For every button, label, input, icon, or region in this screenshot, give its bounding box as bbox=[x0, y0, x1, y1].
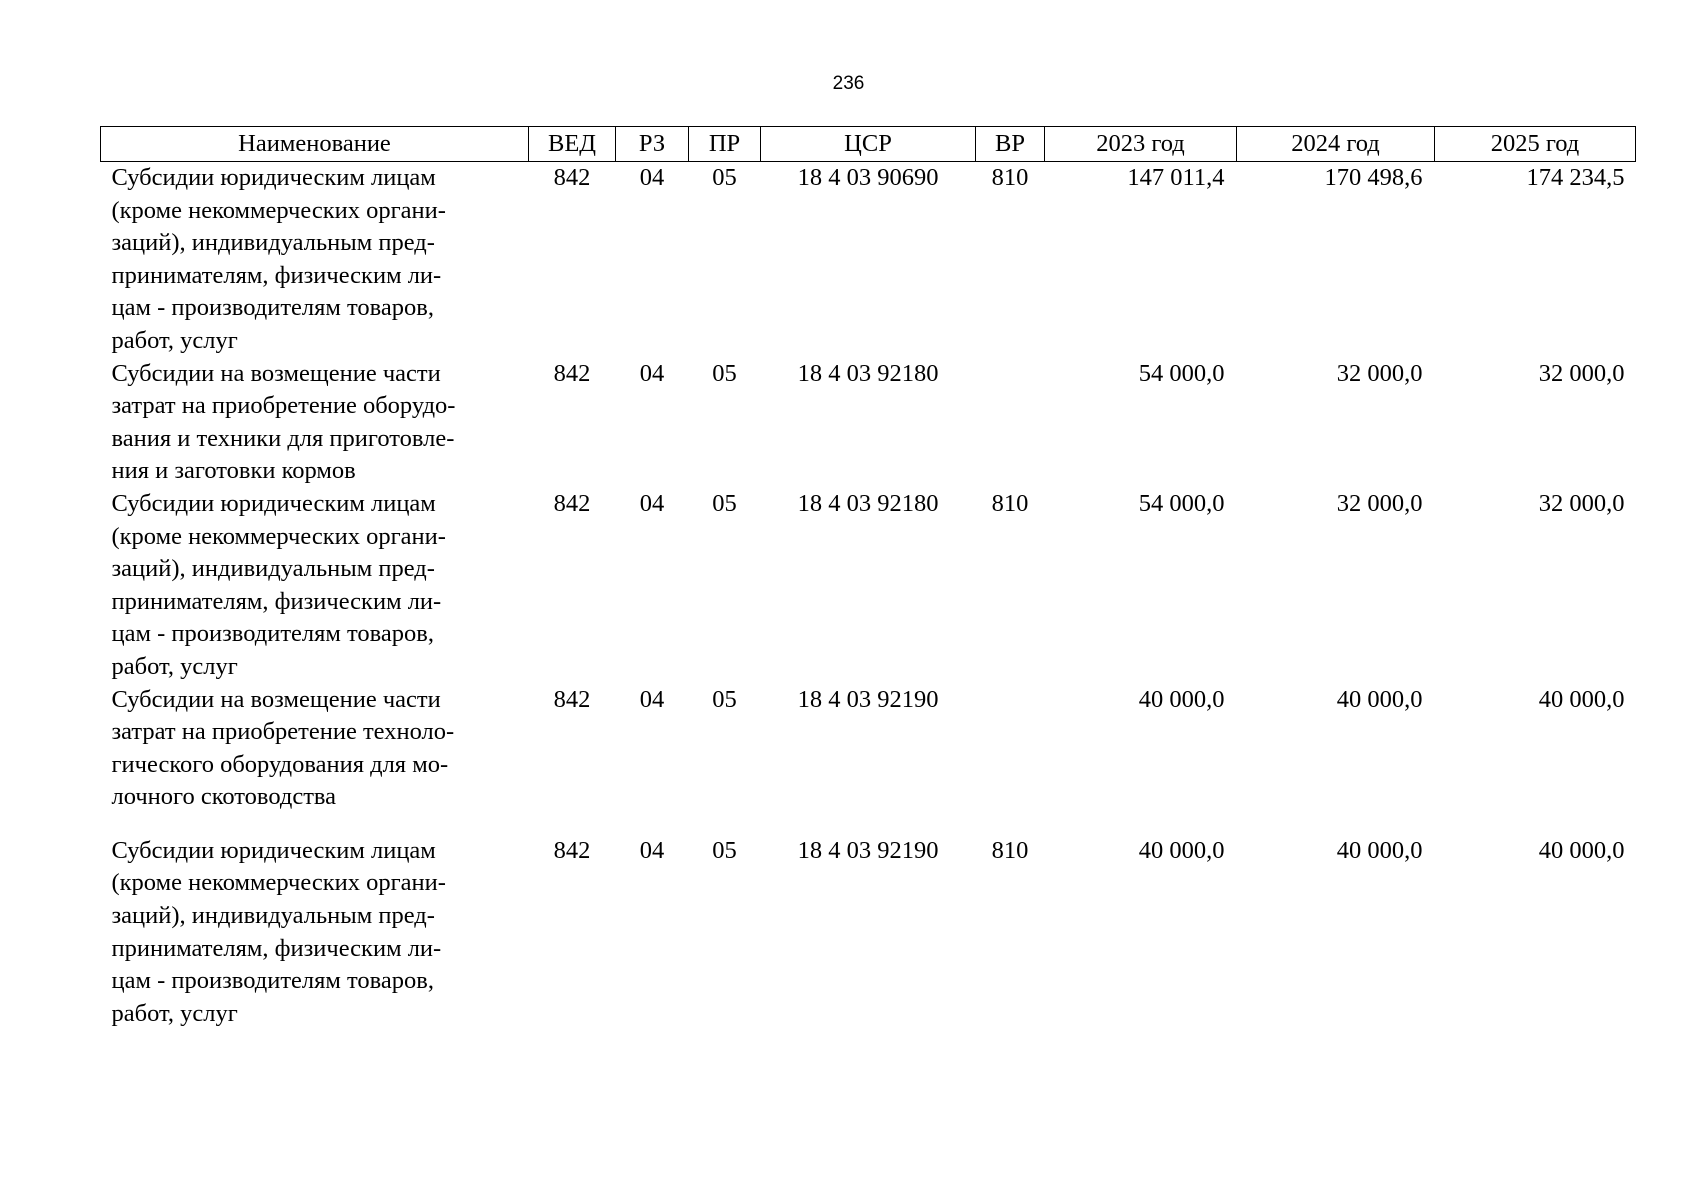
row-ved: 842 bbox=[553, 164, 591, 191]
row-2023: 54 000,0 bbox=[1138, 359, 1225, 387]
row-name: Субсидии на возмещение части затрат на приобретение техноло- гического оборудования для мо- лочного скотоводства bbox=[111, 685, 455, 811]
row-vr: 810 bbox=[991, 489, 1029, 517]
header-vr: ВР bbox=[976, 127, 1045, 162]
row-rz: 04 bbox=[639, 685, 665, 713]
row-2025: 40 000,0 bbox=[1538, 685, 1625, 713]
row-name: Субсидии юридическим лицам (кроме некоммерческих органи- заций), индивидуальным пред- принимателям, физическим ли- цам - производителям товаров, работ, услуг bbox=[111, 836, 446, 1027]
row-2025: 32 000,0 bbox=[1538, 359, 1625, 387]
row-2024: 40 000,0 bbox=[1336, 836, 1423, 864]
row-csr: 18 4 03 92190 bbox=[797, 836, 939, 864]
row-ved: 842 bbox=[553, 836, 591, 864]
row-name: Субсидии юридическим лицам (кроме некоммерческих органи- заций), индивидуальным пред- принимателям, физическим ли- цам - производителям товаров, работ, услуг bbox=[111, 164, 446, 354]
budget-table bbox=[100, 126, 1636, 1030]
page-number: 236 bbox=[832, 73, 865, 94]
row-rz: 04 bbox=[639, 164, 665, 191]
row-2024: 32 000,0 bbox=[1336, 359, 1423, 387]
row-2024: 40 000,0 bbox=[1336, 685, 1423, 713]
row-2023: 147 011,4 bbox=[1127, 164, 1225, 191]
row-rz: 04 bbox=[639, 836, 665, 864]
row-2025: 40 000,0 bbox=[1538, 836, 1625, 864]
row-ved: 842 bbox=[553, 685, 591, 713]
row-rz: 04 bbox=[639, 359, 665, 387]
row-csr: 18 4 03 90690 bbox=[797, 164, 939, 191]
row-vr bbox=[976, 684, 1045, 814]
header-2023: 2023 год bbox=[1045, 127, 1237, 162]
row-2024: 170 498,6 bbox=[1324, 164, 1423, 191]
row-csr: 18 4 03 92180 bbox=[797, 359, 939, 387]
row-2023: 54 000,0 bbox=[1138, 489, 1225, 517]
header-2025: 2025 год bbox=[1435, 127, 1636, 162]
table-row bbox=[101, 162, 1636, 358]
row-pr: 05 bbox=[712, 836, 737, 864]
row-2025: 174 234,5 bbox=[1526, 164, 1625, 191]
row-vr: 810 bbox=[991, 164, 1029, 191]
table-header-row bbox=[101, 127, 1636, 162]
row-csr: 18 4 03 92180 bbox=[797, 489, 939, 517]
row-name: Субсидии на возмещение части затрат на приобретение оборудо- вания и техники для приготовле- ния и заготовки кормов bbox=[111, 359, 456, 485]
row-vr: 810 bbox=[991, 836, 1029, 864]
row-ved: 842 bbox=[553, 359, 591, 387]
row-csr: 18 4 03 92190 bbox=[797, 685, 939, 713]
header-rz: РЗ bbox=[616, 127, 689, 162]
row-2023: 40 000,0 bbox=[1138, 836, 1225, 864]
row-2025: 32 000,0 bbox=[1538, 489, 1625, 517]
row-pr: 05 bbox=[712, 489, 737, 517]
row-name: Субсидии юридическим лицам (кроме некоммерческих органи- заций), индивидуальным пред- принимателям, физическим ли- цам - производителям товаров, работ, услуг bbox=[111, 489, 446, 680]
header-ved: ВЕД bbox=[529, 127, 616, 162]
row-2024: 32 000,0 bbox=[1336, 489, 1423, 517]
table-row bbox=[101, 488, 1636, 684]
row-vr bbox=[976, 358, 1045, 488]
header-name: Наименование bbox=[101, 127, 529, 162]
row-pr: 05 bbox=[712, 359, 737, 387]
header-pr: ПР bbox=[689, 127, 761, 162]
row-ved: 842 bbox=[553, 489, 591, 517]
row-pr: 05 bbox=[712, 164, 737, 191]
table-row bbox=[101, 358, 1636, 488]
table-row bbox=[101, 684, 1636, 814]
row-2023: 40 000,0 bbox=[1138, 685, 1225, 713]
header-csr: ЦСР bbox=[761, 127, 976, 162]
row-pr: 05 bbox=[712, 685, 737, 713]
row-rz: 04 bbox=[639, 489, 665, 517]
header-2024: 2024 год bbox=[1237, 127, 1435, 162]
table-row bbox=[101, 814, 1636, 1031]
